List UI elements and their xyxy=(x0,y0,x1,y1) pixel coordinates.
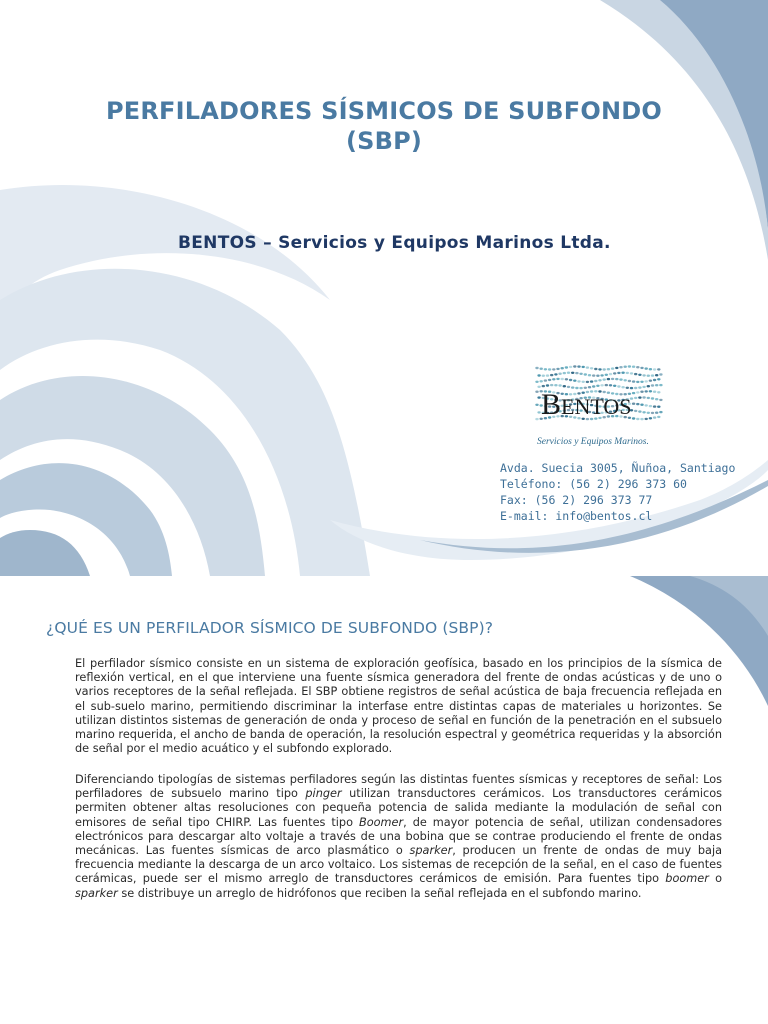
logo-dot xyxy=(579,373,582,375)
logo-dot xyxy=(636,381,639,383)
logo-dot xyxy=(617,385,620,387)
text-run: o xyxy=(708,872,722,886)
contact-block xyxy=(500,460,735,524)
logo-dot xyxy=(600,384,603,386)
logo-dot xyxy=(651,412,654,414)
logo-dot xyxy=(535,404,538,406)
logo-dot xyxy=(582,366,585,368)
logo-dot xyxy=(605,374,608,376)
logo-dot xyxy=(603,368,606,370)
logo-dot xyxy=(577,380,580,382)
logo-dot xyxy=(550,384,553,386)
logo-dot xyxy=(645,418,648,420)
logo-dot xyxy=(649,390,652,392)
logo-dot xyxy=(624,379,627,381)
logo-dot xyxy=(653,416,656,418)
italic-term: pinger xyxy=(305,787,342,801)
logo-dot xyxy=(632,392,635,394)
logo-dot xyxy=(640,381,643,383)
logo-dot xyxy=(649,368,652,370)
document-title xyxy=(60,96,708,156)
logo-dot xyxy=(548,368,551,370)
logo-dot xyxy=(657,406,660,408)
logo-dot xyxy=(575,387,578,389)
svg-text:B: B xyxy=(541,388,562,421)
logo-dot xyxy=(546,374,549,376)
logo-dot xyxy=(548,379,551,381)
logo-dot xyxy=(537,374,540,376)
logo-dot xyxy=(640,418,643,420)
logo-dot xyxy=(561,378,564,380)
logo-dot xyxy=(586,391,589,393)
logo-dot xyxy=(567,372,570,374)
logo-dot xyxy=(535,381,538,383)
logo-dot xyxy=(657,378,660,380)
logo-dot xyxy=(636,418,639,420)
logo-dot xyxy=(571,386,574,388)
logo-dot xyxy=(552,368,555,370)
text-run: , de mayor potencia de señal, utilizan condensadores electrónicos para descargar alto voltaje a través de una bobina que se contrae produciendo el frente de ondas mecánicas. Las fuentes sísmicas de arco plasmático o xyxy=(75,815,722,858)
logo-dot xyxy=(621,372,624,374)
logo-dot xyxy=(584,387,587,389)
contact-address: Avda. Suecia 3005, Ñuñoa, Santiago xyxy=(500,461,736,475)
logo-dot xyxy=(598,379,601,381)
logo-dot xyxy=(640,404,643,406)
logo-dot xyxy=(632,417,635,419)
logo-dot xyxy=(544,379,547,381)
logo-dot xyxy=(594,380,597,382)
logo-dot xyxy=(632,403,635,405)
logo-dot xyxy=(605,384,608,386)
logo-dot xyxy=(653,391,656,393)
logo-dot xyxy=(642,396,645,398)
logo-dot xyxy=(649,417,652,419)
company-subtitle: BENTOS – Servicios y Equipos Marinos Ltda. xyxy=(178,233,611,253)
logo-dot xyxy=(655,374,658,376)
contact-phone: Teléfono: (56 2) 296 373 60 xyxy=(500,477,687,491)
logo-dot xyxy=(609,373,612,375)
logo-dot xyxy=(651,397,654,399)
logo-dot xyxy=(535,391,538,393)
logo-dot xyxy=(579,387,582,389)
logo-dot xyxy=(594,390,597,392)
logo-dot xyxy=(558,373,561,375)
logo-dot xyxy=(563,385,566,387)
logo-dot xyxy=(642,411,645,413)
logo-dot xyxy=(645,404,648,406)
logo-dot xyxy=(628,365,631,367)
logo-dot xyxy=(550,374,553,376)
logo-dot xyxy=(619,378,622,380)
logo-dot xyxy=(561,367,564,369)
logo-dot xyxy=(565,366,568,368)
logo-dot xyxy=(653,368,656,370)
logo-dot xyxy=(613,385,616,387)
paragraph-definition: El perfilador sísmico consiste en un sistema de exploración geofísica, basado en los principios de la sísmica de reflexión vertical, en el que interviene una fuente sísmica generadora del frente de ondas acústicas y de uno o varios receptores de la señal reflejada. El SBP obtiene registros de señal acústica de baja frecuencia reflejada en el sub-suelo marino, permitiendo discriminar la interfase entre distintas capas de materiales u horizontes. Se utilizan distintos sistemas de generación de onda y proceso de señal en función de la penetración en el subsuelo marino requerida, el ancho de banda de operación, la resolución espectral y geométrica requeridas y la absorción de señal por el medio acuático y el subfondo explorado. xyxy=(75,657,722,756)
logo-dot xyxy=(659,399,662,401)
logo-dot xyxy=(590,367,593,369)
logo-dot xyxy=(542,375,545,377)
logo-dot xyxy=(573,365,576,367)
logo-dot xyxy=(655,412,658,414)
logo-dot xyxy=(634,387,637,389)
paragraph-typologies xyxy=(75,773,722,901)
logo-dot xyxy=(642,386,645,388)
svg-text:Servicios y Equipos Marinos.: Servicios y Equipos Marinos. xyxy=(537,437,649,447)
logo-dot xyxy=(554,373,557,375)
logo-dot xyxy=(659,384,662,386)
logo-dot xyxy=(596,375,599,377)
logo-dot xyxy=(592,385,595,387)
logo-dot xyxy=(540,380,543,382)
logo-dot xyxy=(649,405,652,407)
logo-dot xyxy=(636,366,639,368)
logo-dot xyxy=(598,368,601,370)
logo-dot xyxy=(617,372,620,374)
italic-term: sparker xyxy=(75,886,118,900)
logo-dot xyxy=(603,391,606,393)
logo-dot xyxy=(552,378,555,380)
logo-dot xyxy=(607,378,610,380)
logo-dot xyxy=(651,384,654,386)
logo-dot xyxy=(535,367,538,369)
logo-dot xyxy=(558,384,561,386)
logo-dot xyxy=(586,366,589,368)
logo-dot xyxy=(584,373,587,375)
text-run: Diferenciando tipologías de sistemas perfiladores según las distintas fuentes sísmicas y receptores de señal: Los perfiladores de subsuelo marino tipo xyxy=(75,773,722,801)
section-heading: ¿QUÉ ES UN PERFILADOR SÍSMICO DE SUBFONDO (SBP)? xyxy=(46,619,494,637)
logo-dot xyxy=(588,386,591,388)
logo-dot xyxy=(592,374,595,376)
logo-dot xyxy=(655,384,658,386)
logo-dot xyxy=(586,381,589,383)
logo-dot xyxy=(632,380,635,382)
logo-dot xyxy=(556,378,559,380)
logo-dot xyxy=(657,416,660,418)
logo-dot xyxy=(645,367,648,369)
logo-dot xyxy=(611,367,614,369)
logo-dot xyxy=(624,366,627,368)
logo-dot xyxy=(556,368,559,370)
title-line-2: (SBP) xyxy=(345,127,423,155)
logo-dot xyxy=(645,390,648,392)
logo-dot xyxy=(647,375,650,377)
logo-dot xyxy=(634,397,637,399)
logo-dot xyxy=(554,384,557,386)
logo-dot xyxy=(607,368,610,370)
logo-dot xyxy=(577,365,580,367)
logo-dot xyxy=(638,374,641,376)
logo-dot xyxy=(590,390,593,392)
logo-dot xyxy=(636,403,639,405)
logo-dot xyxy=(590,380,593,382)
logo-dot xyxy=(619,366,622,368)
logo-dot xyxy=(630,387,633,389)
logo-dot xyxy=(651,374,654,376)
logo-dot xyxy=(640,391,643,393)
logo-dot xyxy=(569,366,572,368)
logo-dot xyxy=(594,368,597,370)
logo-dot xyxy=(544,368,547,370)
logo-dot xyxy=(638,386,641,388)
logo-dot xyxy=(657,391,660,393)
logo-dot xyxy=(569,379,572,381)
logo-dot xyxy=(657,368,660,370)
contact-fax: Fax: (56 2) 296 373 77 xyxy=(500,493,653,507)
logo-dot xyxy=(546,384,549,386)
logo-dot xyxy=(634,410,637,412)
logo-dot xyxy=(647,397,650,399)
logo-dot xyxy=(642,374,645,376)
content-slide xyxy=(0,576,768,1024)
logo-dot xyxy=(596,385,599,387)
italic-term: Boomer xyxy=(358,815,404,829)
text-run: , producen un frente de ondas de muy baja frecuencia mediante la descarga de un arco voltaico. Los sistemas de recepción de la señal, en el caso de fuentes cerámicas, puede ser el mismo arreglo de transductores cerámicos de emisión. Para fuentes tipo xyxy=(75,844,722,886)
logo-dot xyxy=(565,378,568,380)
logo-dot xyxy=(613,372,616,374)
logo-dot xyxy=(540,368,543,370)
logo-dot xyxy=(575,372,578,374)
logo-dot xyxy=(647,385,650,387)
logo-dot xyxy=(640,367,643,369)
logo-dot xyxy=(621,386,624,388)
logo-dot xyxy=(600,374,603,376)
logo-dot xyxy=(628,380,631,382)
svg-text:ENTOS: ENTOS xyxy=(561,394,632,419)
logo-dot xyxy=(535,418,538,420)
logo-dot xyxy=(632,366,635,368)
logo-dot xyxy=(615,378,618,380)
logo-dot xyxy=(571,372,574,374)
bentos-logo xyxy=(533,364,665,450)
logo-dot xyxy=(582,381,585,383)
logo-dot xyxy=(630,372,633,374)
logo-dot xyxy=(615,367,618,369)
logo-dot xyxy=(563,372,566,374)
logo-dot xyxy=(598,390,601,392)
logo-dot xyxy=(626,387,629,389)
logo-dot xyxy=(655,398,658,400)
italic-term: boomer xyxy=(665,872,709,886)
logo-dot xyxy=(588,374,591,376)
logo-dot xyxy=(567,386,570,388)
logo-dot xyxy=(645,380,648,382)
contact-email: E-mail: info@bentos.cl xyxy=(500,509,653,523)
logo-dot xyxy=(659,373,662,375)
logo-dot xyxy=(659,411,662,413)
logo-dot xyxy=(653,379,656,381)
logo-dot xyxy=(638,396,641,398)
logo-dot xyxy=(653,405,656,407)
logo-dot xyxy=(638,410,641,412)
logo-dot xyxy=(636,391,639,393)
text-run: utilizan transductores cerámicos. Los transductores cerámicos permiten obtener altas resoluciones con pequeña potencia de salida mediante la modulación de señal con emisores de señal tipo CHIRP. Las fuentes tipo xyxy=(75,787,722,829)
text-run: se distribuye un arreglo de hidrófonos que reciben la señal reflejada en el subfondo marino. xyxy=(117,886,642,900)
logo-dot xyxy=(626,372,629,374)
logo-dot xyxy=(542,385,545,387)
logo-dot xyxy=(603,378,606,380)
logo-dot xyxy=(611,378,614,380)
logo-dot xyxy=(573,380,576,382)
logo-dot xyxy=(634,373,637,375)
logo-dot xyxy=(609,384,612,386)
title-line-1: PERFILADORES SÍSMICOS DE SUBFONDO xyxy=(105,97,662,125)
italic-term: sparker xyxy=(409,844,453,858)
logo-dot xyxy=(647,412,650,414)
logo-dot xyxy=(649,380,652,382)
